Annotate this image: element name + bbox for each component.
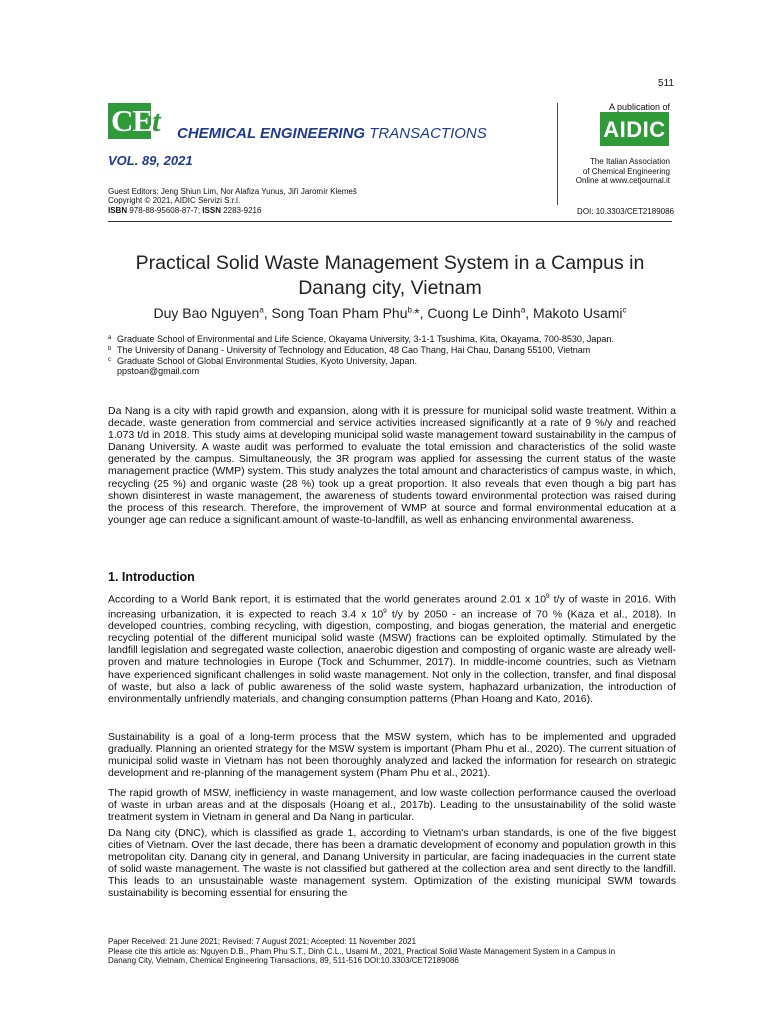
affiliation-text: Graduate School of Environmental and Life Science, Okayama University, 3-1-1 Tsushima, Kita, Okayama, 700-8530, Japan. xyxy=(117,334,614,344)
affiliation-text: The University of Danang - University of Technology and Education, 48 Cao Thang, Hai Chau, Danang 55100, Vietnam xyxy=(117,344,591,355)
volume: VOL. 89, 2021 xyxy=(108,153,193,168)
footer-cite-1: Please cite this article as: Nguyen D.B., Pham Phu S.T., Dinh C.L., Usami M., 2021, Practical Solid Waste Management System in a Campus in xyxy=(108,946,616,956)
doi: DOI: 10.3303/CET2189086 xyxy=(577,207,674,216)
paper-title xyxy=(108,251,672,301)
affiliation-a xyxy=(108,334,672,345)
author-3: , Cuong Le Dinh xyxy=(419,305,521,321)
affiliation-c xyxy=(108,356,672,367)
author-1: Duy Bao Nguyen xyxy=(153,305,260,321)
affiliation-mark: c xyxy=(108,356,111,363)
cet-logo-box xyxy=(108,103,151,139)
corresponding-email[interactable] xyxy=(108,366,672,377)
intro1-sup2: 9 xyxy=(383,607,387,615)
author-4: , Makoto Usami xyxy=(525,305,623,321)
affiliation-mark: b xyxy=(108,345,112,352)
copyright: Copyright © 2021, AIDIC Servizi S.r.l. xyxy=(108,196,241,206)
intro-paragraph-4: Da Nang city (DNC), which is classified as grade 1, according to Vietnam's urban standards, is one of the five biggest cities of Vietnam. Over the last decade, there has been a dramatic development of economy and population growth in this metropolitan city. Danang city in general, and Danang University in particular, are facing inadequacies in the current state of solid waste management. The waste is not classified but gathered at the collection area and sent directly to the landfill. This leads to an unsustainable waste management system. Optimization of the existing municipal SWM towards sustainability is becoming essential for ensuring the xyxy=(108,827,676,900)
header-divider xyxy=(557,103,558,205)
page-number: 511 xyxy=(658,78,674,89)
abstract: Da Nang is a city with rapid growth and expansion, along with it is pressure for municipal solid waste treatment. Within a decade, waste generation from commercial and service activities increased significantly at a rate of 9 %/y and reached 1.073 t/d in 2018. This study aims at developing municipal solid waste management toward sustainability in the campus of Danang University. A waste audit was performed to evaluate the total emission and characteristics of the solid waste generated by the campus. Simultaneously, the 3R program was applied for assessing the current status of the waste management practice (WMP) system. This study analyzes the total amount and characteristics of campus waste, in which, recycling (25 %) and organic waste (28 %) took up a great proportion. It also reveals that even though a big part has shown disinterest in waste management, the awareness of students toward environmental protection was raised during the process of this research. Therefore, the improvement of WMP at source and formal environmental education at a younger age can reduce a significant amount of waste-to-landfill, as well as enhancing environmental awareness. xyxy=(108,405,676,526)
journal-name xyxy=(177,125,487,142)
aidic-logo xyxy=(600,112,669,146)
journal-name-rest: TRANSACTIONS xyxy=(365,125,487,142)
editors-block xyxy=(108,187,528,215)
affiliation-text: Graduate School of Global Environmental Studies, Kyoto University, Japan. xyxy=(117,355,417,366)
association-info xyxy=(540,157,670,186)
intro1-part3: t/y by 2050 - an increase of 70 % (Kaza et al., 2018). In developed countries, combing recycling, with digestion, composting, and biogas generation, the material and energetic recycling potential of the different municipal solid waste (MSW) fractions can be exploited optimally. Stimulated by the landfill legislation and segregated waste collection, anaerobic digestion and composting of organic waste are already well-proven and mature technologies in Europe (Tock and Schummer, 2017). In middle-income countries, such as Vietnam have experienced significant challenges in solid waste management. Not only in the collection, transfer, and final disposal of waste, but also a lack of public awareness of the solid waste system, haphazard urbanization, the introduction of environmentally unfriendly materials, and changing consumption patterns (Phan Hoang and Kato, 2016). xyxy=(108,608,676,705)
assoc-line-2: of Chemical Engineering xyxy=(582,166,670,176)
journal-name-bold: CHEMICAL ENGINEERING xyxy=(177,125,366,142)
header-rule xyxy=(108,221,672,222)
affiliations xyxy=(108,334,672,377)
affiliation-b xyxy=(108,345,672,356)
author-2: , Song Toan Pham Phu xyxy=(263,305,408,321)
footer-received: Paper Received: 21 June 2021; Revised: 7 August 2021; Accepted: 11 November 2021 xyxy=(108,937,417,946)
title-line-2: Danang city, Vietnam xyxy=(298,277,482,299)
author-3-sup: a xyxy=(520,305,526,315)
author-2-sup: b, xyxy=(407,305,415,315)
issn-value: 2283-9216 xyxy=(220,205,262,215)
intro-paragraph-2: Sustainability is a goal of a long-term process that the MSW system, which has to be implemented and upgraded gradually. Planning an oriented strategy for the MSW system is important (Pham Phu et al., 2020). The current situation of municipal solid waste in Vietnam has not been thoroughly analyzed and lacked the information for research on strategic development and re-planning of the management system (Pham Phu et al., 2021). xyxy=(108,731,676,780)
assoc-line-3: Online at www.cetjournal.it xyxy=(575,176,670,185)
authors xyxy=(108,305,672,321)
editors-label: Guest Editors: xyxy=(108,187,159,196)
guest-editors xyxy=(108,187,528,196)
corresponding-mark: * xyxy=(414,305,420,321)
author-4-sup: c xyxy=(622,305,627,315)
assoc-line-1: The Italian Association xyxy=(589,157,670,166)
intro-paragraph-3: The rapid growth of MSW, inefficiency in waste management, and low waste collection performance caused the overload of waste in urban areas and at the disposals (Hoang et al., 2017b). Leading to the unsustainability of the solid waste treatment system in Vietnam in general and Da Nang in particular. xyxy=(108,787,676,824)
intro1-part1: According to a World Bank report, it is estimated that the world generates around 2.01 x 10 xyxy=(108,593,547,606)
issn-label: ISSN xyxy=(202,205,221,215)
cet-logo-text: CE xyxy=(111,103,153,138)
isbn-label: ISBN xyxy=(108,205,128,215)
email-text[interactable]: ppstoan@gmail.com xyxy=(117,366,200,377)
isbn-value: 978-88-95608-87-7; xyxy=(127,205,203,215)
footer-cite-2: Danang City, Vietnam, Chemical Engineering Transactions, 89, 511-516 DOI:10.3303/CET2189086 xyxy=(108,956,459,965)
intro-paragraph-1 xyxy=(108,591,676,705)
editors-names: Jeng Shiun Lim, Nor Alafiza Yunus, Jiří Jaromír Klemeš xyxy=(158,187,357,196)
cet-logo xyxy=(108,103,174,139)
section-heading-introduction: 1. Introduction xyxy=(108,570,195,584)
footer-citation xyxy=(108,937,678,966)
author-1-sup: a xyxy=(259,305,264,315)
publication-of: A publication of xyxy=(608,102,670,112)
title-line-1: Practical Solid Waste Management System in a Campus in xyxy=(135,252,645,274)
cet-logo-t: t xyxy=(152,103,161,138)
intro1-sup1: 9 xyxy=(546,593,550,600)
affiliation-mark: a xyxy=(108,335,112,341)
intro1-part2: t/y of waste in 2016. With increasing urbanization, it is expected to reach 3.4 x 10 xyxy=(108,593,676,621)
isbn-issn xyxy=(108,206,528,215)
aidic-logo-text: AIDIC xyxy=(603,117,666,142)
